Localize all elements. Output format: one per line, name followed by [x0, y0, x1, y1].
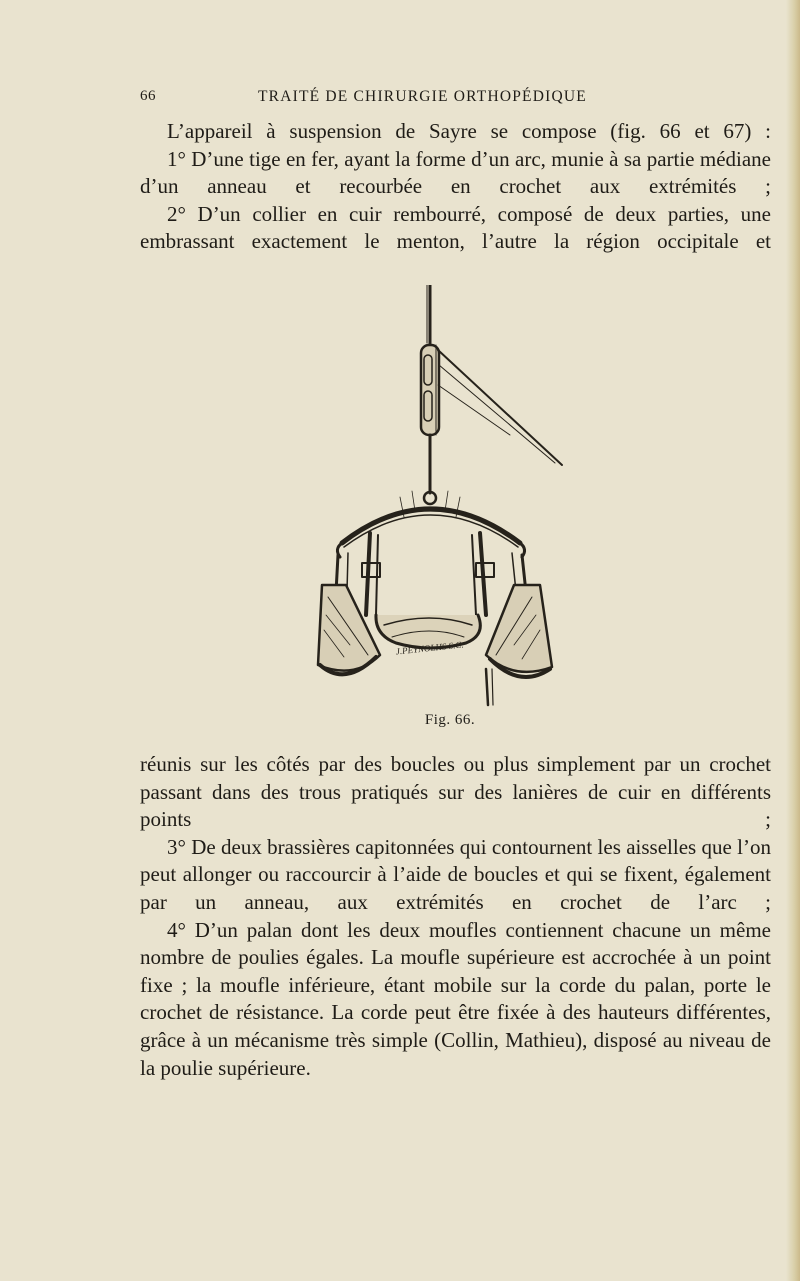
- paragraph-intro: L’appareil à suspension de Sayre se compose (fig. 66 et 67) :: [167, 119, 771, 143]
- page-number: 66: [140, 88, 156, 104]
- page-edge: [786, 0, 800, 1281]
- paragraph-item-2-start: 2° D’un collier en cuir rembourré, composé de deux parties, une embrassant exactement le menton, l’autre la région occipitale et: [140, 201, 771, 254]
- text-block-bottom: [140, 751, 771, 1082]
- running-title: TRAITÉ DE CHIRURGIE ORTHOPÉDIQUE: [258, 88, 587, 105]
- figure-sayre-apparatus: [300, 285, 620, 730]
- text-block-top: [140, 118, 771, 256]
- running-head: [0, 88, 800, 110]
- paragraph-item-2-end: réunis sur les côtés par des boucles ou plus simplement par un crochet passant dans des trous pratiqués sur des lanières de cuir en différents points ;: [140, 752, 771, 832]
- paragraph-item-1: 1° D’une tige en fer, ayant la forme d’un arc, munie à sa partie médiane d’un anneau et recourbée en crochet aux extrémités ;: [140, 146, 771, 199]
- svg-text:J.PEYNOLHS S.C.: J.PEYNOLHS S.C.: [395, 639, 465, 657]
- figure-caption: Fig. 66.: [424, 712, 476, 728]
- paragraph-item-3: 3° De deux brassières capitonnées qui contournent les aisselles que l’on peut allonger ou raccourcir à l’aide de boucles et qui se fixent, également par un anneau, aux extrémités en crochet de l’arc ;: [140, 834, 771, 914]
- sayre-apparatus-engraving: [300, 285, 620, 730]
- paragraph-item-4: 4° D’un palan dont les deux moufles contiennent chacune un même nombre de poulies égales. La moufle supérieure est accrochée à un point fixe ; la moufle inférieure, étant mobile sur la corde du palan, porte le crochet de résistance. La corde peut être fixée à des hauteurs différentes, grâce à un mécanisme très simple (Collin, Mathieu), disposé au niveau de la poulie supérieure.: [140, 917, 771, 1080]
